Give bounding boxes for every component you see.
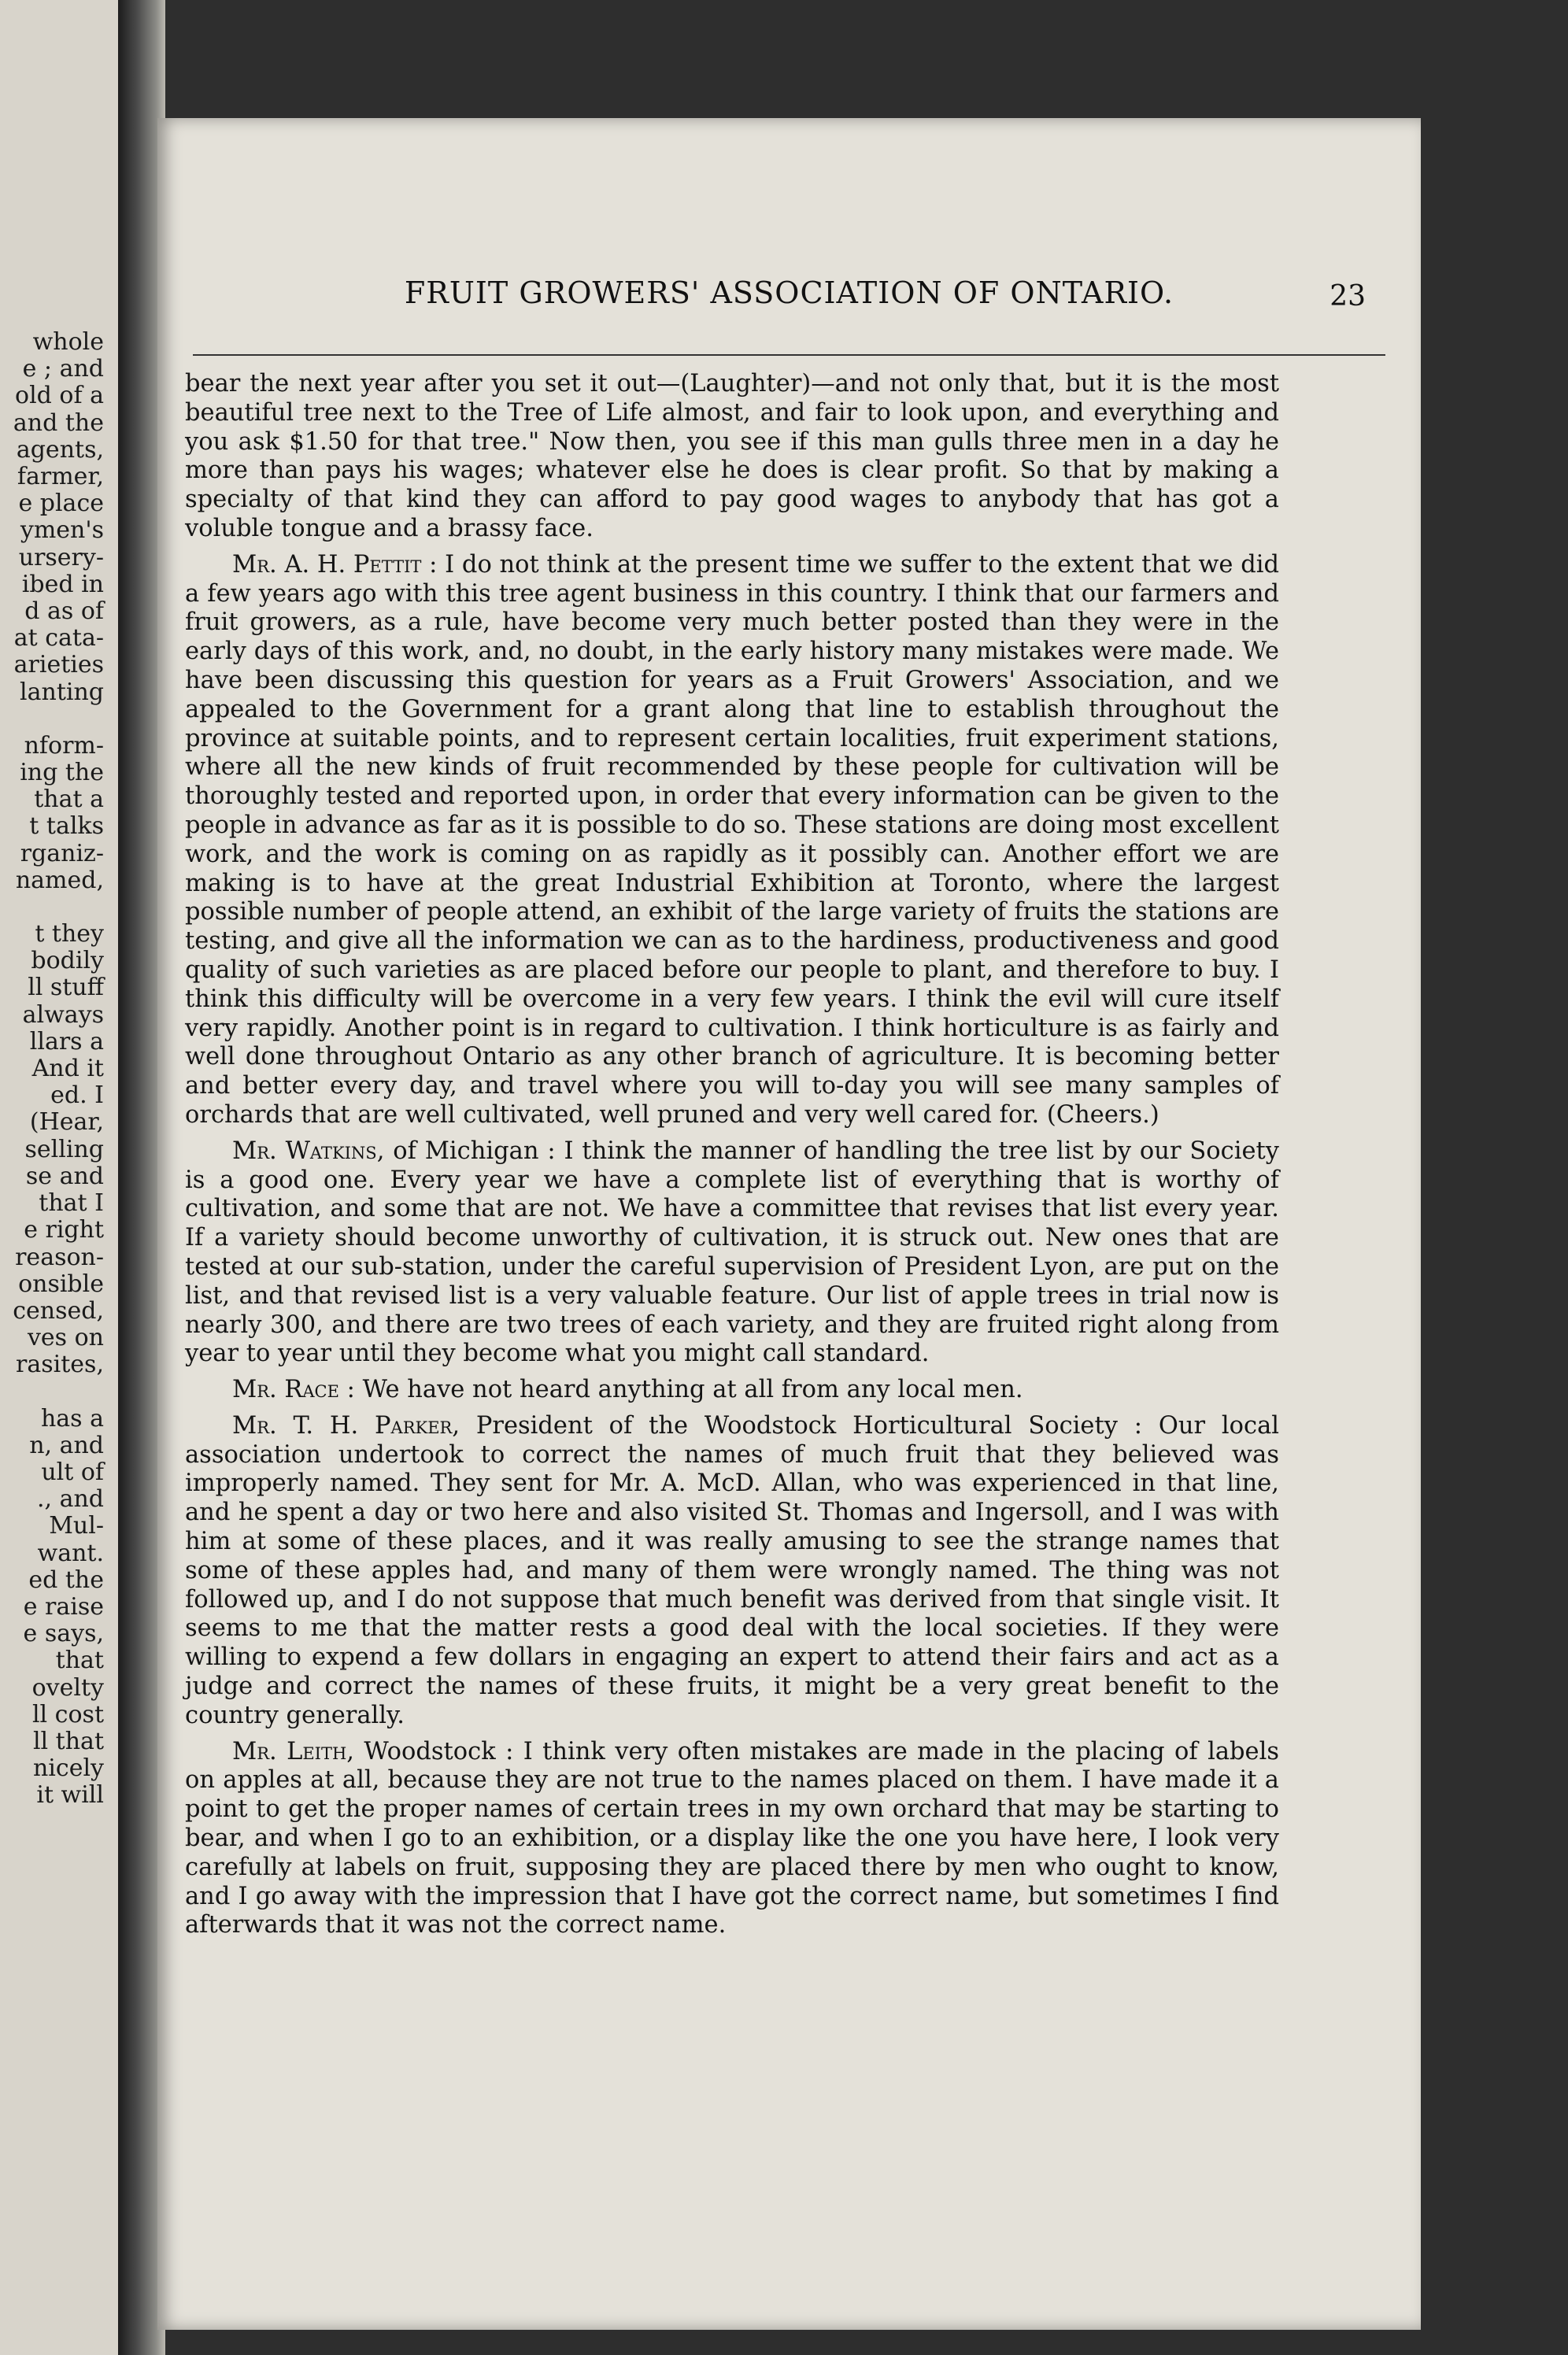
facing-page-line: bodily (31, 947, 104, 975)
speaker-name: Mr. Race (232, 1376, 339, 1404)
facing-page-line: ed. I (50, 1081, 104, 1110)
facing-page-line: has a (40, 1404, 104, 1433)
facing-page-line: that I (39, 1189, 104, 1218)
facing-page-line: nicely (32, 1754, 104, 1783)
facing-page-line: ult of (41, 1458, 104, 1486)
facing-page-line: ed the (28, 1566, 104, 1594)
header-rule (193, 354, 1385, 356)
facing-page-line: reason- (15, 1243, 104, 1271)
facing-page-fragment (0, 0, 118, 2355)
facing-page-line: named, (15, 866, 104, 894)
facing-page-line: llars a (29, 1027, 104, 1055)
facing-page-line: e ; and (22, 355, 104, 383)
speaker-name: Mr. Leith (232, 1737, 347, 1765)
facing-page-line: onsible (18, 1270, 104, 1298)
facing-page-gap (2, 706, 104, 733)
facing-page-line: se and (25, 1162, 104, 1190)
paragraph-text: , Woodstock : I think very often mistakes are made in the placing of labels on apples at all, because they are not true to the names placed on them. I have made it a point to get the proper names of certain trees in my own orchard that may be starting to bear, and when I go to an exhibition, or a display like the one you have here, I look very carefully at labels on fruit, supposing they are placed there by men who ought to know, and I go away with the impression that I have got the correct name, but sometimes I find afterwards that it was not the correct name. (185, 1737, 1279, 1939)
facing-page-line: Mul- (49, 1512, 104, 1540)
book-page (157, 118, 1421, 2330)
paragraph (185, 370, 1279, 544)
paragraph (185, 1738, 1279, 1941)
facing-page-gap (2, 1379, 104, 1406)
facing-page-line: ll that (32, 1727, 104, 1755)
facing-page-line: lanting (20, 678, 104, 706)
facing-page-line: at cata- (13, 624, 104, 653)
speaker-name: Mr. A. H. Pettit (232, 550, 422, 579)
facing-page-line: always (22, 1000, 104, 1029)
facing-page-line: ll stuff (28, 974, 104, 1002)
facing-page-line: ing the (20, 759, 104, 787)
facing-page-line: and the (13, 409, 104, 437)
facing-page-line: ursery- (18, 543, 104, 571)
facing-page-line: whole (32, 328, 104, 356)
facing-page-line: e says, (23, 1620, 104, 1648)
facing-page-line: And it (31, 1055, 104, 1083)
facing-page-line: rasites, (16, 1351, 104, 1379)
facing-page-line: n, and (29, 1431, 104, 1459)
facing-page-line: old of a (15, 382, 104, 410)
facing-page-column (2, 329, 104, 1810)
paragraph-text: : We have not heard anything at all from any local men. (346, 1376, 1023, 1404)
paragraph (185, 1376, 1279, 1405)
paragraph-text: , of Michigan : I think the manner of handling the tree list by our Society is a good one. Every year we have a complete list of everything that is worthy of cultivation, and some that are not. We have a committee that revises that list every year. If a variety should become unworthy of cultivation, it is struck out. New ones that are tested at our sub-station, under the careful supervision of President Lyon, are put on the list, and that revised list is a very valuable feature. Our list of apple trees in trial now is nearly 300, and there are two trees of each variety, and they are fruited right along from year to year until they become what you might call standard. (185, 1137, 1279, 1368)
paragraph (185, 551, 1279, 1130)
facing-page-line: nform- (24, 731, 104, 760)
facing-page-line: t talks (29, 812, 104, 841)
facing-page-line: e raise (23, 1592, 104, 1621)
facing-page-line: that (55, 1647, 104, 1675)
paragraph (185, 1412, 1279, 1731)
facing-page-line: ves on (27, 1324, 104, 1352)
facing-page-line: censed, (13, 1296, 104, 1325)
facing-page-line: it will (36, 1781, 104, 1810)
paragraph-text: : I do not think at the present time we suffer to the extent that we did a few years ago with this tree agent business in this country. I think that our farmers and fruit growers, as a rule, have become very much better posted than they were in the early days of this work, and, no doubt, in the early history many mistakes were made. We have been discussing this question for years as a Fruit Growers' Association, and we appealed to the Government for a grant along that line to establish throughout the province at suitable points, and to represent certain localities, fruit experiment stations, where all the new kinds of fruit recommended by these people for cultivation will be thoroughly tested and reported upon, in order that every information can be given to the people in advance as far as it is possible to do so. These stations are doing most excellent work, and the work is coming on as rapidly as it possibly can. Another effort we are making is to have at the great Industrial Exhibition at Toronto, where the largest possible number of people attend, an exhibit of the large variety of fruits the stations are testing, and give all the information we can as to the hardiness, productiveness and good quality of such varieties as are placed before our people to plant, and therefore to buy. I think this difficulty will be overcome in a very few years. I think the evil will cure itself very rapidly. Another point is in regard to cultivation. I think horticulture is as fairly and well done throughout Ontario as any other branch of agriculture. It is becoming better and better every day, and travel where you will to-day you will see many samples of orchards that are well cultivated, well pruned and very well cared for. (Cheers.) (185, 550, 1279, 1129)
facing-page-line: want. (37, 1539, 104, 1567)
facing-page-line: ymen's (20, 516, 104, 545)
page-body (185, 370, 1279, 1947)
facing-page-line: t they (35, 920, 104, 948)
paragraph (185, 1137, 1279, 1369)
facing-page-line: ., and (36, 1485, 104, 1514)
paragraph-text: , President of the Woodstock Horticultural Society : Our local association undertook to correct the names of much fruit that they believed was improperly named. They sent for Mr. A. McD. Allan, who was experienced in that line, and he spent a day or two here and also visited St. Thomas and Ingersoll, and I was with him at some of these places, and it was really amusing to see the strange names that some of these apples had, and many of them were wrongly named. The thing was not followed up, and I do not suppose that much benefit was derived from that single visit. It seems to me that the matter rests a good deal with the local societies. If they were willing to expend a few dollars in engaging an expert to attend their fairs and act as a judge and correct the names of these fruits, it might be a very great benefit to the country generally. (185, 1411, 1280, 1729)
facing-page-line: (Hear, (29, 1108, 104, 1137)
facing-page-line: farmer, (17, 463, 104, 491)
facing-page-line: e place (18, 490, 104, 518)
running-title: FRUIT GROWERS' ASSOCIATION OF ONTARIO. (404, 275, 1174, 310)
running-header (173, 275, 1405, 323)
facing-page-line: agents, (16, 435, 104, 464)
facing-page-line: arieties (13, 651, 104, 679)
facing-page-line: rganiz- (20, 839, 104, 867)
page-number: 23 (1329, 280, 1366, 312)
speaker-name: Mr. T. H. Parker (232, 1411, 453, 1440)
facing-page-line: e right (24, 1216, 104, 1244)
facing-page-line: ibed in (21, 570, 104, 598)
facing-page-line: that a (34, 786, 104, 814)
facing-page-line: selling (24, 1135, 104, 1163)
facing-page-line: ll cost (31, 1700, 104, 1728)
speaker-name: Mr. Watkins (232, 1137, 377, 1165)
facing-page-gap (2, 894, 104, 921)
facing-page-line: ovelty (31, 1673, 104, 1702)
paragraph-text: bear the next year after you set it out—(Laughter)—and not only that, but it is the most beautiful tree next to the Tree of Life almost, and fair to look upon, and everything and you ask $1.50 for that tree." Now then, you see if this man gulls three men in a day he more than pays his wages; whatever else he does is clear profit. So that by making a specialty of that kind they can afford to pay good wages to anybody that has got a voluble tongue and a brassy face. (185, 370, 1279, 542)
facing-page-line: d as of (24, 597, 104, 626)
